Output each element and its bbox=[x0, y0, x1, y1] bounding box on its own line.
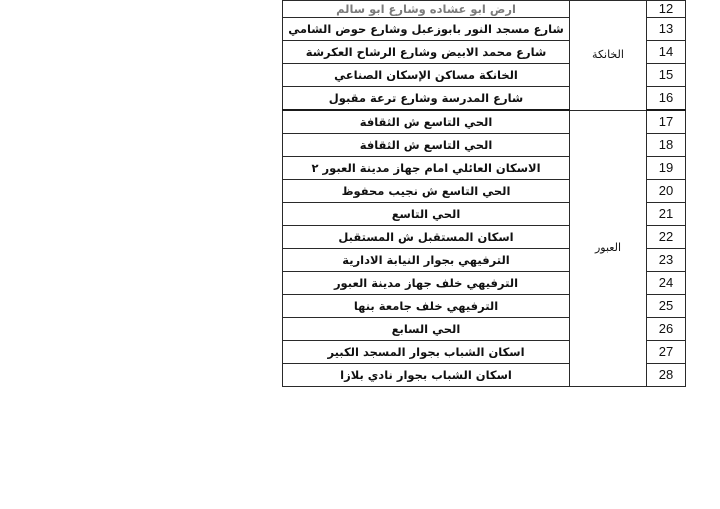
address-cell: الحي السابع bbox=[283, 318, 570, 341]
row-number-cell: 16 bbox=[647, 87, 686, 111]
area-cell-khanka: الخانكة bbox=[570, 1, 647, 111]
row-number-cell: 27 bbox=[647, 341, 686, 364]
row-number-cell: 12 bbox=[647, 1, 686, 18]
address-cell: شارع المدرسة وشارع ترعة مقبول bbox=[283, 87, 570, 111]
row-number-cell: 13 bbox=[647, 18, 686, 41]
row-number-cell: 24 bbox=[647, 272, 686, 295]
table-row bbox=[283, 1, 686, 18]
address-cell: الاسكان العائلي امام جهاز مدينة العبور ٢ bbox=[283, 157, 570, 180]
address-cell: الحي التاسع ش نجيب محفوظ bbox=[283, 180, 570, 203]
row-number-cell: 23 bbox=[647, 249, 686, 272]
address-cell: الترفيهي خلف جامعة بنها bbox=[283, 295, 570, 318]
address-cell: ارض ابو عشاده وشارع ابو سالم bbox=[283, 1, 570, 18]
address-cell: اسكان الشباب بجوار المسجد الكبير bbox=[283, 341, 570, 364]
address-cell: شارع مسجد النور بابوزعبل وشارع حوض الشامي bbox=[283, 18, 570, 41]
row-number-cell: 22 bbox=[647, 226, 686, 249]
address-cell: الحي التاسع bbox=[283, 203, 570, 226]
row-number-cell: 28 bbox=[647, 364, 686, 387]
area-cell-obour: العبور bbox=[570, 110, 647, 387]
row-number-cell: 20 bbox=[647, 180, 686, 203]
row-number-cell: 14 bbox=[647, 41, 686, 64]
address-cell: اسكان المستقبل ش المستقبل bbox=[283, 226, 570, 249]
row-number-cell: 15 bbox=[647, 64, 686, 87]
row-number-cell: 18 bbox=[647, 134, 686, 157]
address-cell: الخانكة مساكن الإسكان الصناعي bbox=[283, 64, 570, 87]
row-number-cell: 19 bbox=[647, 157, 686, 180]
address-cell: شارع محمد الابيض وشارع الرشاح العكرشة bbox=[283, 41, 570, 64]
row-number-cell: 21 bbox=[647, 203, 686, 226]
table-row bbox=[283, 110, 686, 134]
row-number-cell: 26 bbox=[647, 318, 686, 341]
address-cell: الترفيهي بجوار النيابة الادارية bbox=[283, 249, 570, 272]
address-cell: اسكان الشباب بجوار نادي بلازا bbox=[283, 364, 570, 387]
address-cell: الحي التاسع ش الثقافة bbox=[283, 110, 570, 134]
row-number-cell: 17 bbox=[647, 110, 686, 134]
locations-table bbox=[282, 0, 686, 387]
address-cell: الترفيهي خلف جهاز مدينة العبور bbox=[283, 272, 570, 295]
address-cell: الحي التاسع ش الثقافة bbox=[283, 134, 570, 157]
row-number-cell: 25 bbox=[647, 295, 686, 318]
